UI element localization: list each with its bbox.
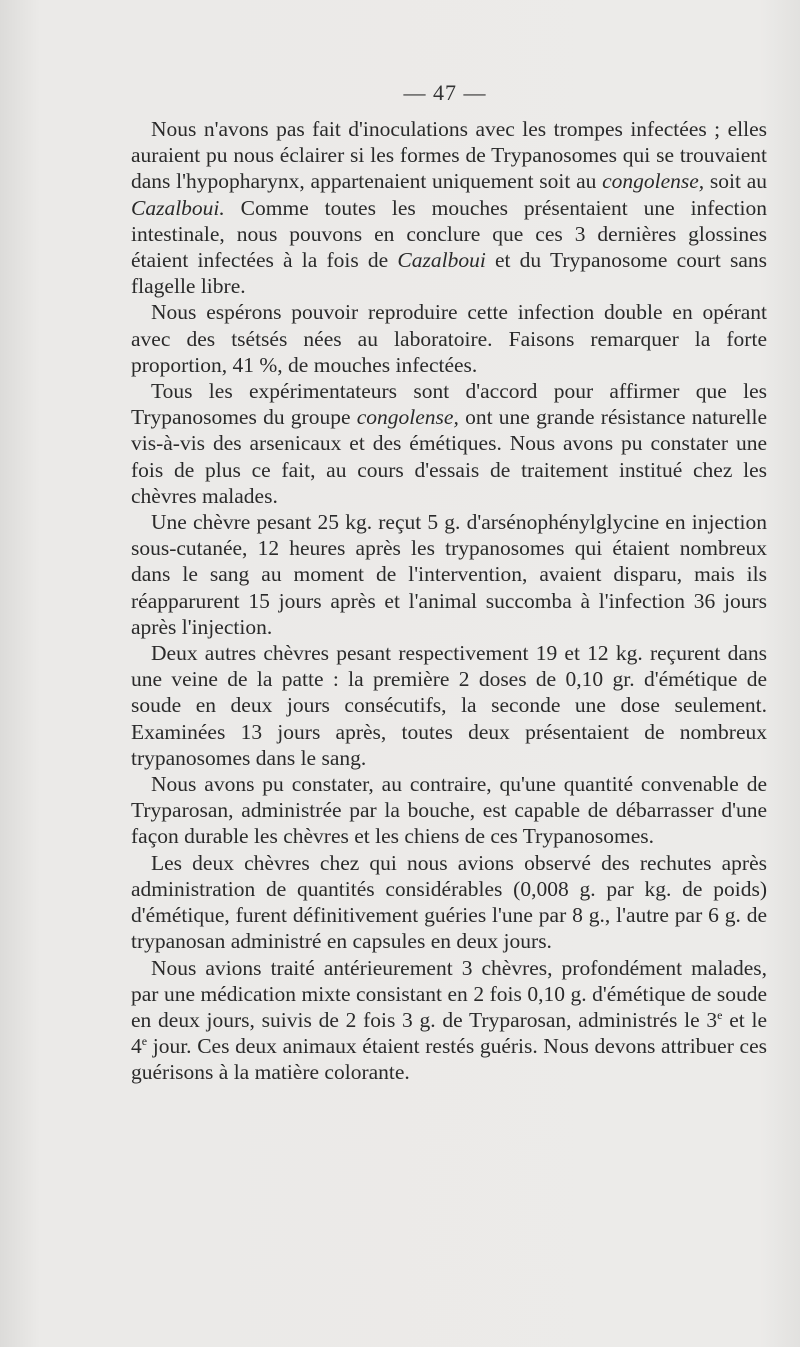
text-segment: Une chèvre pesant 25 kg. reçut 5 g. d'arsénophénylglycine en injection sous-cutanée, 12 heures après les trypanosomes qui étaient nombreux dans le sang au moment de l'intervention, avaient disparu, mais ils réapparurent 15 jours après et l'animal succomba à l'infection 36 jours après l'injection. [131,510,767,639]
ordinal-superscript: e [141,1033,148,1048]
text-segment: ont une grande résistance naturelle vis-à-vis des arsenicaux et des émétiques. Nous avons pu constater une fois de plus ce fait, au cours d'essais de traitement institué chez les chèvres malades. [131,405,767,508]
italic-term: congolense, [602,169,705,194]
text-segment: Nous avions traité antérieurement 3 chèvres, profondément malades, par une médication mixte consistant en 2 fois 0,10 g. d'émétique de soude en deux jours, suivis de 2 fois 3 g. de Tryparosan, administrés le 3 [131,955,767,1032]
paragraph [131,640,767,771]
italic-term: Cazalboui. [131,195,225,220]
paragraph [131,850,767,955]
text-segment: et le 4 [131,1007,767,1059]
text-segment: Tous les expérimentateurs sont d'accord pour affirmer que les Trypanosomes du groupe [131,379,767,430]
italic-term: Cazalboui [397,248,486,273]
ordinal-superscript: e [717,1007,723,1022]
paragraph [131,509,767,640]
text-segment: jour. Ces deux animaux étaient restés guéris. Nous devons attribuer ces guérisons à la matière colorante. [131,1034,767,1085]
paragraph [131,955,767,1086]
page-number: — 47 — [403,80,487,105]
body-text [131,116,767,1086]
text-segment: soit au [704,169,767,194]
text-segment: Comme toutes les mouches présentaient une infection intestinale, nous pouvons en conclure que ces 3 dernières glossines étaient infectées à la fois de [131,195,767,273]
paragraph [131,771,767,850]
text-segment: Nous avons pu constater, au contraire, qu'une quantité convenable de Tryparosan, administrée par la bouche, est capable de débarrasser d'une façon durable les chèvres et les chiens de ces Trypanosomes. [131,772,767,849]
paragraph [131,116,767,299]
paragraph [131,299,767,378]
paragraph [131,378,767,509]
text-segment: Nous n'avons pas fait d'inoculations avec les trompes infectées ; elles auraient pu nous éclairer si les formes de Trypanosomes qui se trouvaient dans l'hypopharynx, appartenaient uniquement soit au [131,117,767,194]
italic-term: congolense, [356,405,459,430]
text-segment: et du Trypanosome court sans flagelle libre. [131,248,767,299]
text-segment: Nous espérons pouvoir reproduire cette infection double en opérant avec des tsétsés nées au laboratoire. Faisons remarquer la forte proportion, 41 %, de mouches infectées. [131,300,767,377]
text-segment: Les deux chèvres chez qui nous avions observé des rechutes après administration de quantités considérables (0,008 g. par kg. de poids) d'émétique, furent définitivement guéries l'une par 8 g., l'autre par 6 g. de trypanosan administré en capsules en deux jours. [131,850,767,954]
text-segment: Deux autres chèvres pesant respectivement 19 et 12 kg. reçurent dans une veine de la patte : la première 2 doses de 0,10 gr. d'émétique de soude en deux jours consécutifs, la seconde une dose seulement. Examinées 13 jours après, toutes deux présentaient de nombreux trypanosomes dans le sang. [131,641,767,770]
